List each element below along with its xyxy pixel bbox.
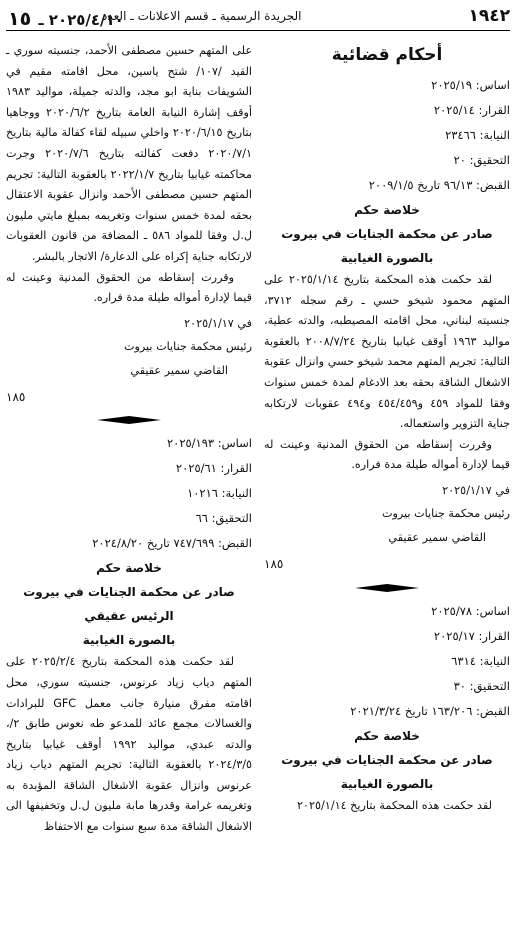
header-page-number: ١٩٤٢: [468, 6, 510, 26]
case1-body2: وقررت إسقاطه من الحقوق المدنية وعينت له قيما لإدارة أمواله طيلة مدة فراره.: [264, 437, 510, 472]
continued-body2: وقررت إسقاطه من الحقوق المدنية وعينت له قيما لإدارة أمواله طيلة مدة فراره.: [6, 270, 252, 305]
case1-field: التحقيق: ٢٠: [453, 153, 510, 167]
case3-field: القرار: ٢٠٢٥/٦١: [175, 461, 252, 476]
case1-mode: بالصورة الغيابية: [340, 251, 434, 265]
page-header: [6, 6, 510, 31]
case3-field: القبض: ٧٤٧/٦٩٩ تاريخ ٢٠٢٤/٨/٢٠: [92, 536, 252, 551]
case2-heading: خلاصة حكم: [354, 728, 420, 743]
case2-field: القبض: ١٦٣/٢٠٦ تاريخ ٢٠٢١/٣/٢٤: [350, 703, 510, 718]
case3-court: صادر عن محكمة الجنايات في بيروت: [23, 585, 235, 600]
case2-mode: بالصورة الغيابية: [340, 776, 434, 791]
continued-date: في ٢٠٢٥/١/١٧: [184, 316, 252, 330]
case1-field: النيابة: ٢٣٤٦٦: [445, 128, 510, 142]
case3-judge: الرئيس عقيقي: [84, 609, 174, 624]
case2-field: التحقيق: ٣٠: [453, 678, 510, 693]
case3-mode: بالصورة الغيابية: [82, 633, 176, 648]
case3-heading: خلاصة حكم: [96, 561, 162, 576]
section-divider: [264, 577, 510, 599]
case1-heading: خلاصة حكم: [354, 203, 420, 217]
header-issue-number: ١٥: [8, 8, 32, 30]
header-date: ٢٠٢٥/٤/١٠ ـ: [38, 11, 124, 29]
case2-court: صادر عن محكمة الجنايات في بيروت: [281, 752, 493, 767]
case1-date: في ٢٠٢٥/١/١٧: [442, 483, 510, 497]
header-paper-name: الجريدة الرسمية ـ قسم الاعلانات ـ العدد: [102, 9, 302, 23]
case1-field: اساس: ٢٠٢٥/١٩: [431, 78, 510, 92]
case2-field: النيابة: ٦٣١٤: [451, 653, 510, 668]
case1-body: لقد حكمت هذه المحكمة بتاريخ ٢٠٢٥/١/١٤ على المتهم محمود شيخو حسي ـ رقم سجله ٣٧١٢، جنسيته لبناني، محل اقامته المصيطبه، والدته عطية، مواليد ١٩٦٣ أوقف غيابيا بتاريخ ٢٠٠٨/٧/٢٤ بالعقوبة التالية: تجريم المتهم محمد شيخو حسي وانزال عقوبة الاشغال الشاقة بحقه بعد الادغام لمدة خمس سنوات وفقا للمواد ٤٥٩ و٤٥٤/٤٥٩ و٤٩٤ عقوبات لارتكابه جناية التزوير واستعماله.: [264, 273, 510, 431]
case1-signature-name: القاضي سمير عقيقي: [388, 530, 486, 544]
case2-body: لقد حكمت هذه المحكمة بتاريخ ٢٠٢٥/١/١٤: [297, 798, 492, 812]
case1-signature-title: رئيس محكمة جنايات بيروت: [381, 506, 510, 520]
case3-field: التحقيق: ٦٦: [195, 511, 252, 526]
divider-ornament-icon: [97, 416, 161, 424]
two-columns: [6, 35, 510, 838]
case2-field: اساس: ٢٠٢٥/٧٨: [431, 603, 510, 618]
continued-signature-name: القاضي سمير عقيقي: [130, 363, 228, 377]
section-divider: [6, 409, 252, 431]
case3-field: اساس: ٢٠٢٥/١٩٣: [166, 436, 252, 451]
section-title: أحكام قضائية: [331, 45, 443, 65]
continued-signature-title: رئيس محكمة جنايات بيروت: [123, 339, 252, 353]
case3-field: النيابة: ١٠٢١٦: [187, 486, 252, 501]
case2-field: القرار: ٢٠٢٥/١٧: [433, 628, 510, 643]
case3-body: لقد حكمت هذه المحكمة بتاريخ ٢٠٢٥/٢/٤ على المتهم دياب زياد عرنوس، جنسيته سوري، محل اقامته مفرق منيارة جانب معمل GFC للبرادات والغسالات مجمع عائد للمدعو طه نعوس طابق ٢/، والدته عبدي، مواليد ١٩٩٢ أوقف غيابيا بتاريخ ٢٠٢٤/٣/٥ بالعقوبة التالية: تجريم المتهم دياب زياد عرنوس وانزال عقوبة الاشغال الشاقة المؤبدة به وتغريمه غرامة وقدرها مابة مليون ل.ل وتخفيفها الى الاشغال الشاقة مدة سبع سنوات مع الاحتفاظ: [6, 655, 253, 834]
case1-notice-number: ١٨٥: [264, 556, 284, 571]
divider-ornament-icon: [355, 584, 419, 592]
continued-body: على المتهم حسين مصطفى الأحمد، جنسيته سوري ـ القيد /١٠٧/ شتح ياسين، محل اقامته مقيم في الشويفات بناية ابو مجد، والدته جميلة، مواليد ١٩٨٣ أوقف إشارة النيابة العامة بتاريخ ٢٠٢٠/٦/٢ ووجاهيا بتاريخ ٢٠٢٠/٦/١٥ واخلي سبيله لقاء كفالة مالية بتاريخ ٢٠٢٠/٧/١ دفعت كفالته بتاريخ ٢٠٢٠/٧/٦ وجرت محاكمته غيابيا بتاريخ ٢٠٢٢/١/٧ بالعقوبة التالية: تجريم المتهم حسين مصطفى الأحمد وانزال عقوبة الاعتقال بحقه لمدة خمس سنوات وتغريمه بمبلغ مايتي مليون ل.ل وفقا للمواد ٥٨٦ ـ المضافة من قانون العقوبات لارتكابه جناية إكراه على الدعارة/ الاتجار بالبشر.: [6, 44, 253, 263]
right-column: [264, 35, 510, 838]
case1-court: صادر عن محكمة الجنايات في بيروت: [281, 227, 493, 241]
case1-field: القبض: ٩٦/١٣ تاريخ ٢٠٠٩/١/٥: [368, 178, 510, 192]
continued-notice-number: ١٨٥: [6, 389, 26, 404]
case1-field: القرار: ٢٠٢٥/١٤: [433, 103, 510, 117]
left-column: [6, 35, 252, 838]
